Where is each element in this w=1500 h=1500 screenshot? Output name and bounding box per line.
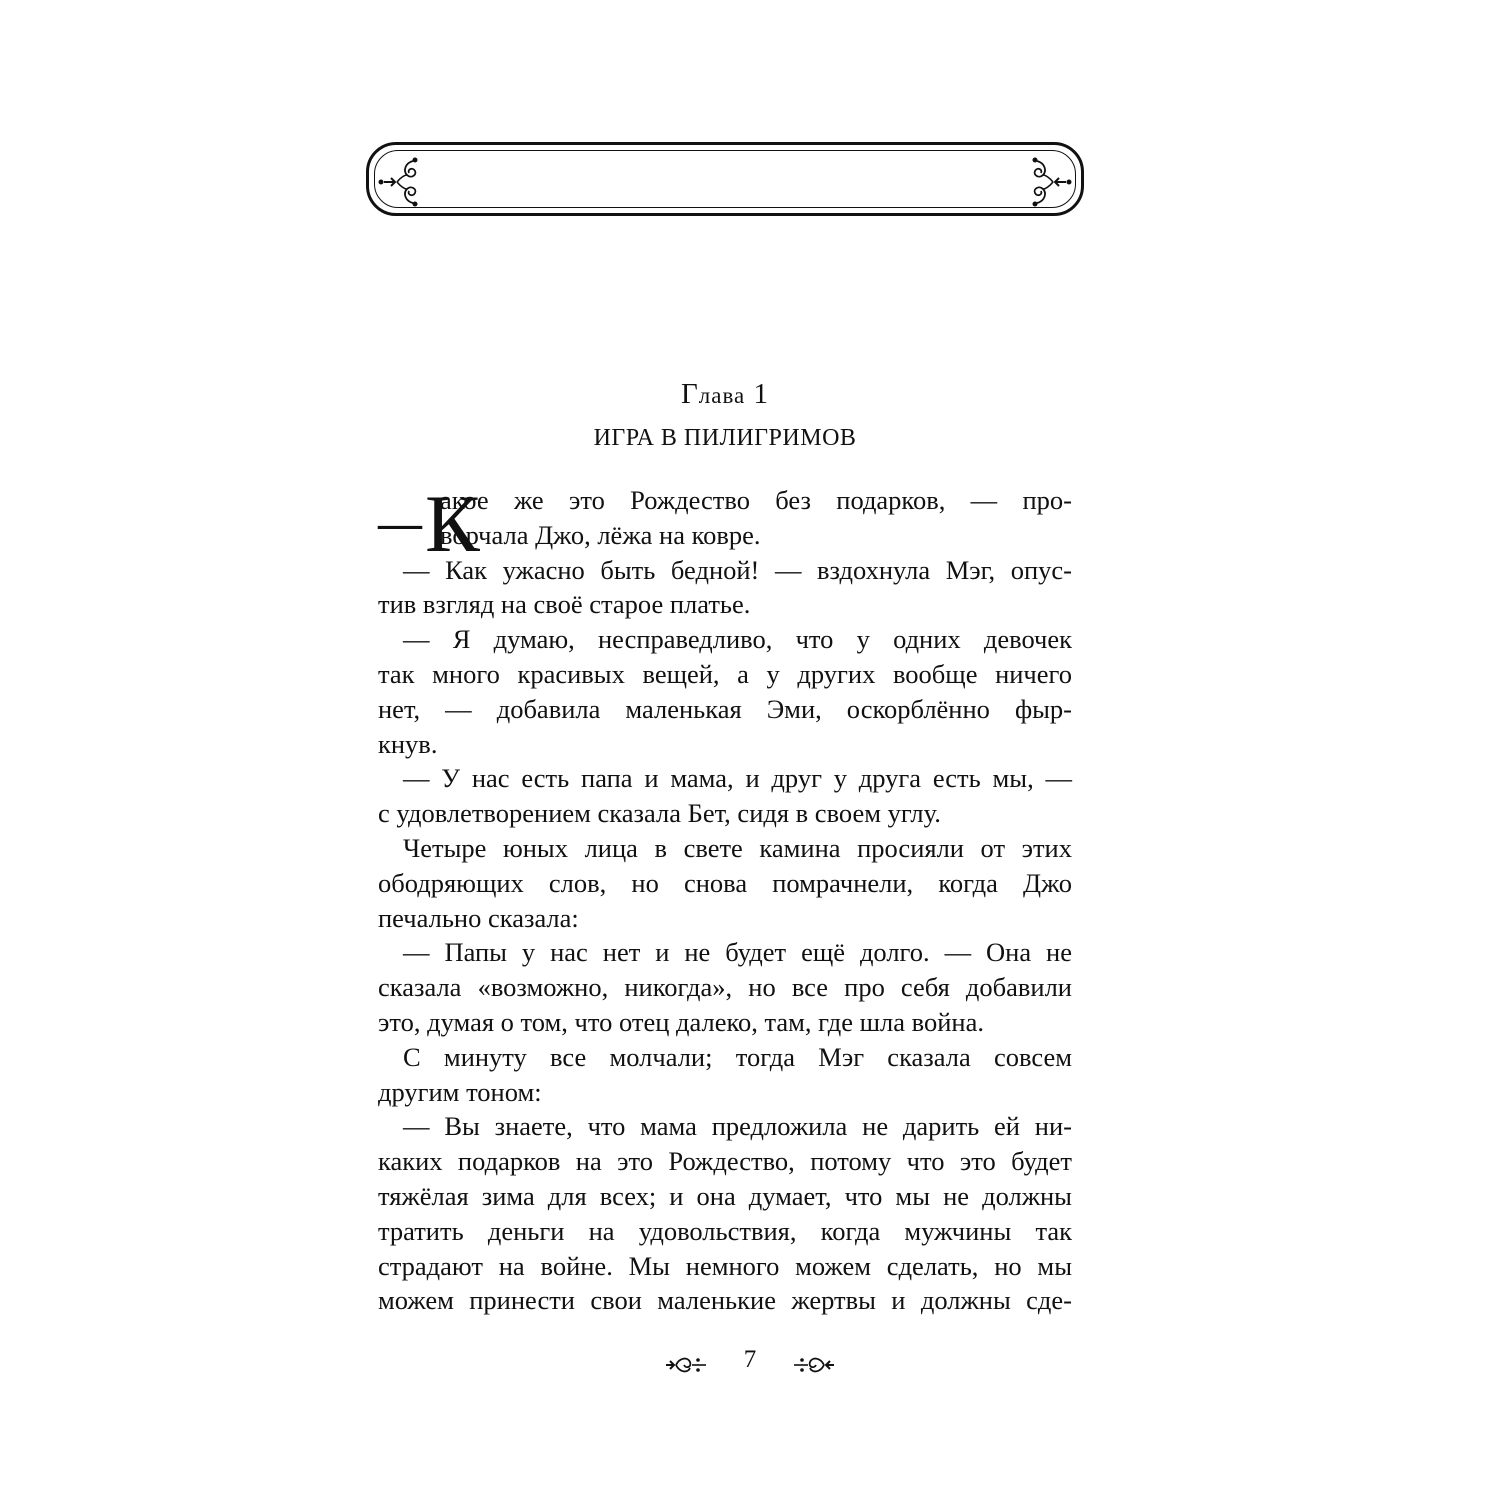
text-line: тратить деньги на удовольствия, когда мужчины так	[378, 1215, 1072, 1246]
chapter-label-initial: Г	[681, 378, 699, 410]
header-frame-inner-border	[374, 150, 1076, 208]
text-line: нет, — добавила маленькая Эми, оскорблённо фыр-	[378, 693, 1072, 724]
chapter-label	[366, 378, 1084, 411]
text-line: — Папы у нас нет и не будет ещё долго. — Она не	[403, 937, 1072, 968]
page-number: 7	[743, 1346, 757, 1373]
text-line: ворчала Джо, лёжа на ковре.	[440, 519, 761, 550]
chapter-number: 1	[753, 378, 769, 410]
text-line: Четыре юных лица в свете камина просияли от этих	[403, 832, 1072, 863]
text-line: печально сказала:	[378, 902, 579, 933]
text-line: акое же это Рождество без подарков, — про-	[440, 485, 1072, 515]
text-line: тив взгляд на своё старое платье.	[378, 589, 751, 620]
opening-lines	[440, 483, 1072, 553]
dropcap-letter: К	[425, 478, 480, 569]
page-footer	[600, 1344, 900, 1384]
text-line: кнув.	[378, 728, 438, 759]
text-line: с удовлетворением сказала Бет, сидя в своем углу.	[378, 798, 941, 829]
text-line: страдают на войне. Мы немного можем сделать, но мы	[378, 1250, 1072, 1281]
dropcap-dash: —	[378, 499, 422, 548]
text-line: — Как ужасно быть бедной! — вздохнула Мэг, опус-	[403, 554, 1072, 585]
chapter-label-rest: лава	[698, 383, 746, 408]
text-line: так много красивых вещей, а у других вообще ничего	[378, 658, 1072, 689]
scroll-flourish-icon	[377, 157, 423, 207]
text-line: тяжёлая зима для всех; и она думает, что мы не должны	[378, 1180, 1072, 1211]
chapter-title: ИГРА В ПИЛИГРИМОВ	[593, 425, 857, 451]
text-line: — Вы знаете, что мама предложила не дарить ей ни-	[403, 1111, 1072, 1142]
text-line: ободряющих слов, но снова помрачнели, когда Джо	[378, 867, 1072, 898]
text-line: можем принести свои маленькие жертвы и должны сде-	[378, 1285, 1072, 1316]
text-line: сказала «возможно, никогда», но все про себя добавили	[378, 972, 1072, 1003]
text-line: — У нас есть папа и мама, и друг у друга есть мы, —	[403, 763, 1072, 794]
scroll-flourish-icon	[1027, 157, 1073, 207]
swirl-ornament-icon	[792, 1352, 836, 1378]
body-text	[378, 553, 1072, 1319]
text-line: С минуту все молчали; тогда Мэг сказала совсем	[403, 1041, 1072, 1072]
text-line: — Я думаю, несправедливо, что у одних девочек	[403, 624, 1072, 655]
text-line: каких подарков на это Рождество, потому что это будет	[378, 1146, 1072, 1177]
header-ornamental-frame	[366, 142, 1084, 216]
text-line: это, думая о том, что отец далеко, там, где шла война.	[378, 1006, 984, 1037]
text-line: другим тоном:	[378, 1076, 542, 1107]
